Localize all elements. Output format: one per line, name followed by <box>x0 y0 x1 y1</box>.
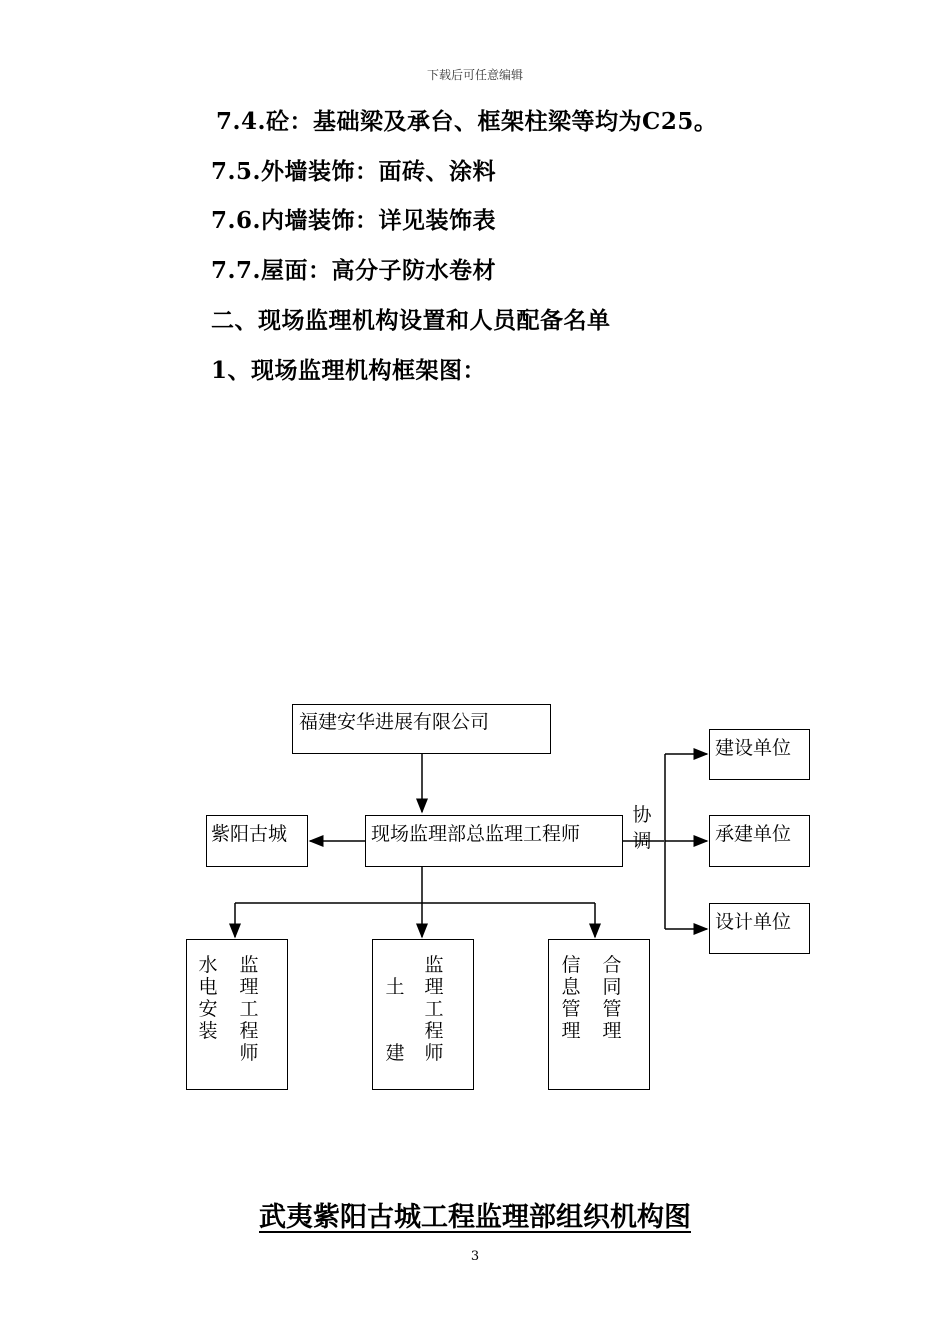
info-contract-box <box>548 939 650 1090</box>
mep-role-label: 监理工程师 <box>239 954 259 1064</box>
contract-management-label: 合同管理 <box>602 954 622 1042</box>
chief-engineer-box <box>365 815 623 867</box>
section-heading: 二、现场监理机构设置和人员配备名单 <box>211 307 611 334</box>
company-label: 福建安华进展有限公司 <box>299 711 490 733</box>
body-line-exterior-wall: 7.5.外墙装饰：面砖、涂料 <box>211 158 497 185</box>
page-number: 3 <box>470 1249 480 1264</box>
civil-discipline-label: 土建 <box>385 976 405 1064</box>
body-line-concrete: 7.4.砼：基础梁及承台、框架柱梁等均为C25。 <box>216 108 718 135</box>
civil-supervisor-box <box>372 939 474 1090</box>
figure-caption: 武夷紫阳古城工程监理部组织机构图 <box>259 1202 691 1233</box>
mep-supervisor-box <box>186 939 288 1090</box>
client-box <box>206 815 308 867</box>
designer-label: 设计单位 <box>715 911 792 933</box>
body-line-roof: 7.7.屋面：高分子防水卷材 <box>211 257 497 284</box>
mep-discipline-label: 水电安装 <box>198 954 218 1042</box>
company-box <box>292 704 551 754</box>
info-management-label: 信息管理 <box>561 954 581 1042</box>
owner-box <box>709 729 810 780</box>
contractor-label: 承建单位 <box>715 823 792 845</box>
civil-role-label: 监理工程师 <box>424 954 444 1064</box>
client-label: 紫阳古城 <box>211 823 288 845</box>
owner-label: 建设单位 <box>715 737 792 759</box>
contractor-box <box>709 815 810 867</box>
subsection-heading: 1、现场监理机构框架图： <box>211 357 487 384</box>
coordinate-label: 协调 <box>632 804 652 852</box>
chief-engineer-label: 现场监理部总监理工程师 <box>371 823 581 845</box>
body-line-interior-wall: 7.6.内墙装饰：详见装饰表 <box>211 207 497 234</box>
designer-box <box>709 903 810 954</box>
header-note: 下载后可任意编辑 <box>426 68 523 82</box>
